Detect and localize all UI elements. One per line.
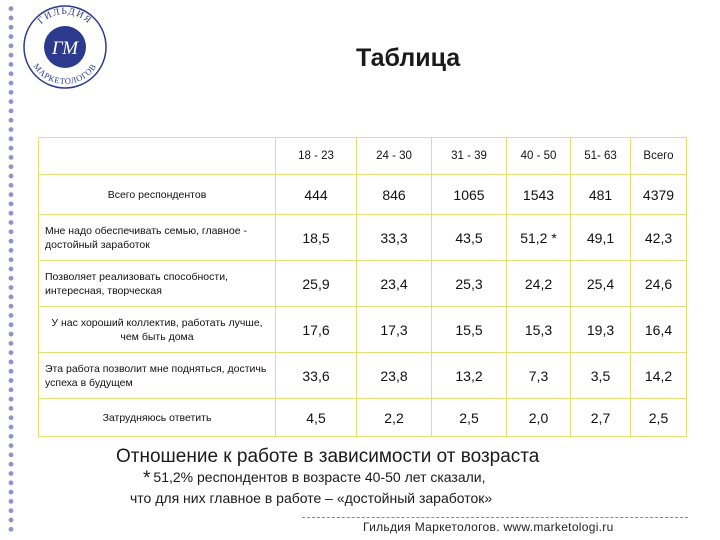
footer-text: Гильдия Маркетологов. www.marketologi.ru (363, 520, 614, 534)
table-cell: 33,6 (276, 353, 357, 399)
table-cell: 2,2 (357, 399, 432, 437)
table-cell: 23,8 (357, 353, 432, 399)
footnote-text-1: 51,2% респондентов в возрасте 40-50 лет сказали, (153, 469, 486, 485)
table-cell: 51,2 * (507, 215, 571, 261)
table-cell: 43,5 (432, 215, 507, 261)
table-cell: 2,5 (432, 399, 507, 437)
table-cell: 1065 (432, 175, 507, 215)
table-header-row (39, 138, 687, 175)
table-cell: 19,3 (571, 307, 631, 353)
table-cell: 1543 (507, 175, 571, 215)
table-cell: 42,3 (631, 215, 687, 261)
table-cell: 17,3 (357, 307, 432, 353)
column-header: 51- 63 (571, 138, 631, 175)
table-cell: 24,2 (507, 261, 571, 307)
table-cell: 2,0 (507, 399, 571, 437)
row-label: Позволяет реализовать способности, интересная, творческая (39, 261, 276, 307)
table-cell: 15,5 (432, 307, 507, 353)
column-header: 18 - 23 (276, 138, 357, 175)
table-cell: 24,6 (631, 261, 687, 307)
table-row (39, 175, 687, 215)
header-corner-cell (39, 138, 276, 175)
row-label: Мне надо обеспечивать семью, главное - достойный заработок (39, 215, 276, 261)
table-cell: 846 (357, 175, 432, 215)
table-cell: 15,3 (507, 307, 571, 353)
decorative-dot-column (4, 4, 18, 536)
table-cell: 444 (276, 175, 357, 215)
table-cell: 4379 (631, 175, 687, 215)
logo-text-bottom: МАРКЕТОЛОГОВ (31, 61, 99, 87)
footer-divider (302, 517, 688, 518)
table-cell: 3,5 (571, 353, 631, 399)
footnote-line-2: что для них главное в работе – «достойный заработок» (130, 490, 493, 506)
table-cell: 13,2 (432, 353, 507, 399)
column-header: 31 - 39 (432, 138, 507, 175)
footnote-line-1 (143, 468, 486, 490)
table-row (39, 307, 687, 353)
logo-text-top: ГИЛЬДИЯ (36, 6, 94, 27)
table-cell: 14,2 (631, 353, 687, 399)
guild-logo (22, 4, 108, 90)
table-row (39, 215, 687, 261)
table-cell: 49,1 (571, 215, 631, 261)
table-cell: 25,3 (432, 261, 507, 307)
table-cell: 25,9 (276, 261, 357, 307)
table-row (39, 353, 687, 399)
table-cell: 17,6 (276, 307, 357, 353)
table-cell: 2,5 (631, 399, 687, 437)
table-cell: 2,7 (571, 399, 631, 437)
row-label: У нас хороший коллектив, работать лучше, чем быть дома (39, 307, 276, 353)
table-cell: 18,5 (276, 215, 357, 261)
survey-table (38, 137, 687, 437)
table-row (39, 261, 687, 307)
table-cell: 481 (571, 175, 631, 215)
table-cell: 23,4 (357, 261, 432, 307)
row-label: Эта работа позволит мне подняться, достичь успеха в будущем (39, 353, 276, 399)
table-row (39, 399, 687, 437)
table-cell: 33,3 (357, 215, 432, 261)
table-cell: 4,5 (276, 399, 357, 437)
table-caption: Отношение к работе в зависимости от возраста (116, 446, 540, 467)
footnote-marker: * (143, 468, 151, 489)
table-cell: 7,3 (507, 353, 571, 399)
table-cell: 25,4 (571, 261, 631, 307)
column-header: 40 - 50 (507, 138, 571, 175)
row-label: Затрудняюсь ответить (39, 399, 276, 437)
row-label: Всего респондентов (39, 175, 276, 215)
column-header: Всего (631, 138, 687, 175)
column-header: 24 - 30 (357, 138, 432, 175)
logo-monogram: ГМ (51, 38, 79, 59)
page-title: Таблица (356, 44, 461, 72)
table-cell: 16,4 (631, 307, 687, 353)
svg-text:ГИЛЬДИЯ (36, 7, 93, 27)
